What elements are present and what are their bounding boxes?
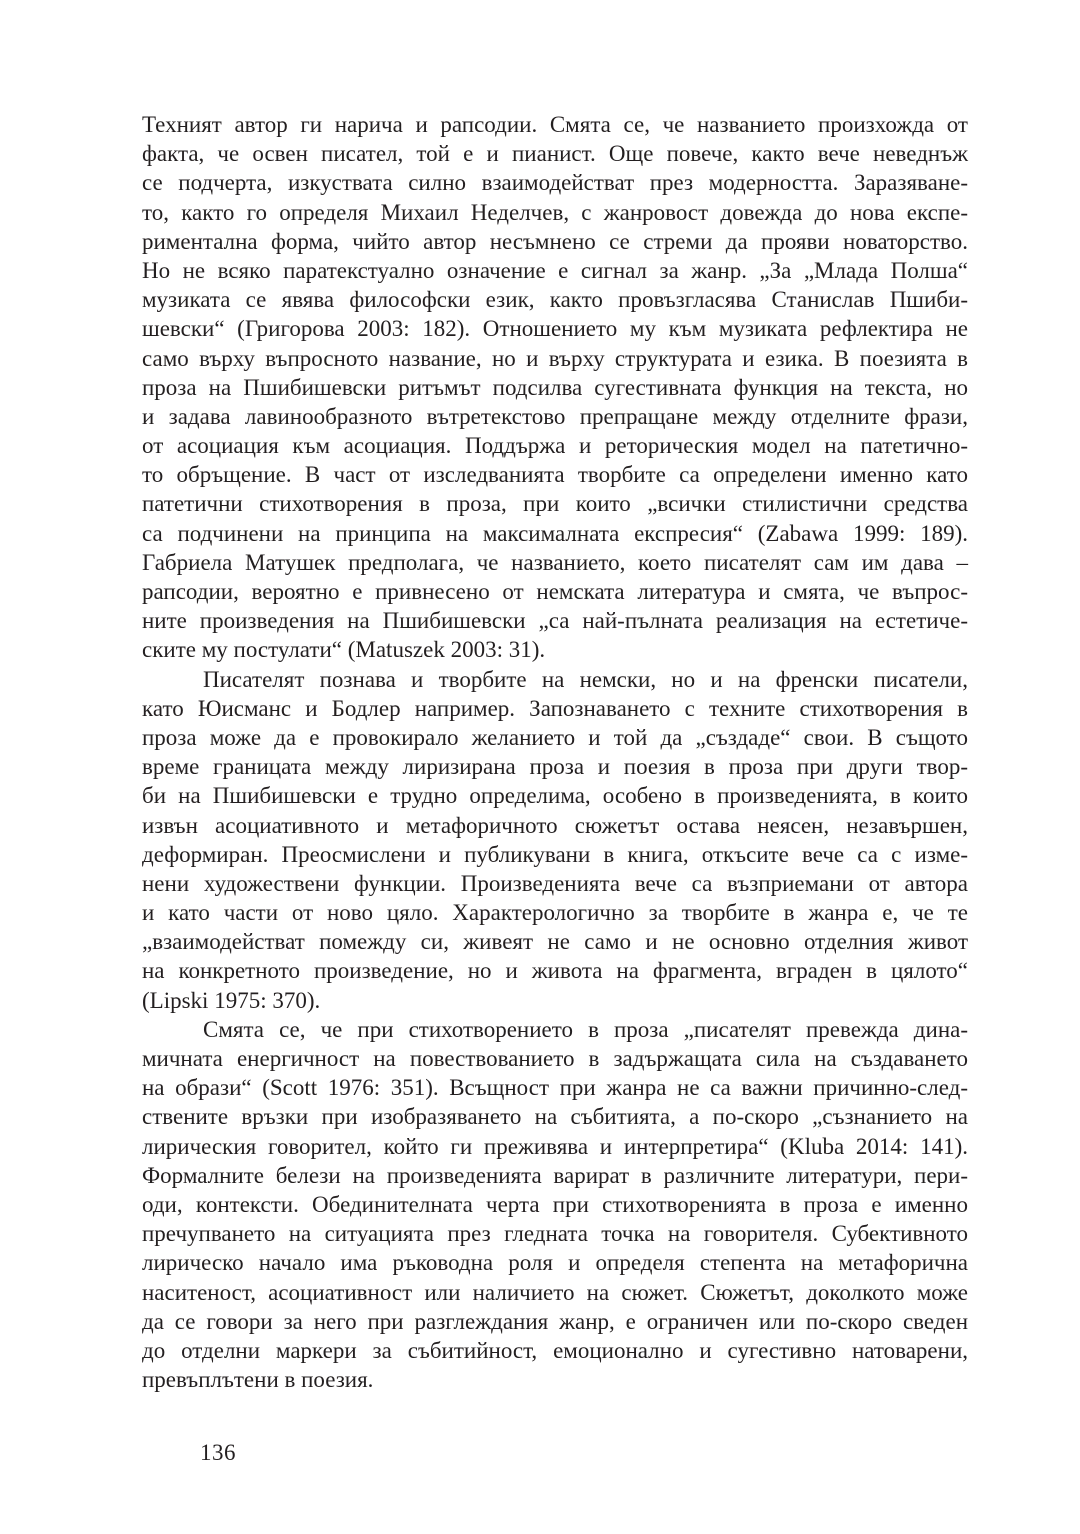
- text-line: време границата между лиризирана проза и поезия в проза при други твор-: [142, 754, 968, 780]
- text-line: до отделни маркери за събитийност, емоционално и сугестивно натоварени,: [142, 1337, 968, 1363]
- text-line: Габриела Матушек предполага, че названието, което писателят сам им дава –: [142, 549, 968, 575]
- text-line: деформиран. Преосмислени и публикувани в книга, откъсите вече са с изме-: [142, 841, 968, 867]
- text-line: като Юисманс и Бодлер например. Запознаването с техните стихотворения в: [142, 695, 968, 721]
- text-line: на конкретното произведение, но и живота на фрагмента, вграден в цялото“: [142, 958, 968, 984]
- text-line: само върху въпросното название, но и върху структурата и езика. В поезията в: [142, 345, 968, 371]
- text-line: лирическия говорител, който ги преживява и интерпретира“ (Kluba 2014: 141).: [142, 1133, 968, 1159]
- text-line: от асоциация към асоциация. Поддържа и реторическия модел на патетично-: [142, 433, 968, 459]
- text-line: би на Пшибишевски е трудно определима, особено в произведенията, в които: [142, 783, 968, 809]
- text-line: наситеност, асоциативност или наличието на сюжет. Сюжетът, доколкото може: [142, 1279, 968, 1305]
- text-line: Формалните белези на произведенията варират в различните литератури, пери-: [142, 1162, 968, 1188]
- text-line: рапсодии, вероятно е привнесено от немската литература и смята, че въпрос-: [142, 579, 968, 604]
- text-line: на образи“ (Scott 1976: 351). Всъщност при жанра не са важни причинно-след-: [142, 1075, 968, 1101]
- text-line: Писателят познава и творбите на немски, но и на френски писатели,: [203, 666, 968, 692]
- paragraph-2: [142, 665, 968, 1015]
- paragraph-3: [142, 1015, 968, 1394]
- text-line: се подчерта, изкуствата силно взаимодействат през модерността. Заразяване-: [142, 170, 968, 196]
- text-line: риментална форма, чийто автор несъмнено се стреми да прояви новаторство.: [142, 228, 968, 254]
- text-line: Но не всяко паратекстуално означение е сигнал за жанр. „За „Млада Полша“: [142, 257, 968, 283]
- text-line: нени художествени функции. Произведенията вече са възприемани от автора: [142, 870, 968, 896]
- page-number: 136: [200, 1440, 236, 1465]
- text-line: шевски“ (Григорова 2003: 182). Отношението му към музиката рефлектира не: [142, 316, 968, 342]
- text-line: Техният автор ги нарича и рапсодии. Смята се, че названието произхожда от: [142, 112, 968, 137]
- text-line: (Lipski 1975: 370).: [142, 987, 321, 1013]
- text-line: ските му постулати“ (Matuszek 2003: 31).: [142, 637, 546, 663]
- text-line: музиката се явява философски език, както провъзгласява Станислав Пшиби-: [142, 287, 968, 313]
- text-line: да се говори за него при разглеждания жанр, е ограничен или по-скоро сведен: [142, 1308, 968, 1334]
- text-line: оди, контексти. Обединителната черта при стихотворенията в проза е именно: [142, 1191, 968, 1217]
- text-line: превъплътени в поезия.: [142, 1367, 374, 1393]
- text-line: „взаимодействат помежду си, живеят не само и не основно отделния живот: [142, 929, 968, 955]
- text-line: ствените връзки при изобразяването на събитията, а по-скоро „съзнанието на: [142, 1104, 968, 1130]
- text-line: то обръщение. В част от изследванията творбите са определени именно като: [142, 462, 968, 488]
- text-line: факта, че освен писател, той е и пианист. Още повече, както вече неведнъж: [142, 141, 968, 167]
- text-line: Смята се, че при стихотворението в проза „писателят превежда дина-: [203, 1016, 968, 1042]
- body-text: [142, 110, 968, 1394]
- text-line: проза може да е провокирало желанието и той да „създаде“ свои. В същото: [142, 724, 968, 750]
- text-line: и като части от ново цяло. Характерологично за творбите в жанра е, че те: [142, 900, 968, 926]
- text-line: пречупването на ситуацията през гледната точка на говорителя. Субективното: [142, 1221, 968, 1247]
- text-line: и задава лавинообразното вътретекстово препращане между отделните фрази,: [142, 403, 968, 429]
- text-line: проза на Пшибишевски ритъмът подсилва сугестивната функция на текста, но: [142, 374, 968, 400]
- text-line: лирическо начало има ръководна роля и определя степента на метафорична: [142, 1250, 968, 1276]
- text-line: патетични стихотворения в проза, при които „всички стилистични средства: [142, 491, 968, 517]
- paragraph-1: [142, 110, 968, 665]
- text-line: са подчинени на принципа на максималната експресия“ (Zabawa 1999: 189).: [142, 520, 968, 546]
- text-line: ните произведения на Пшибишевски „са най-пълната реализация на естетиче-: [142, 608, 968, 634]
- text-line: извън асоциативното и метафоричното сюжетът остава неясен, незавършен,: [142, 812, 968, 838]
- text-line: то, както го определя Михаил Неделчев, с жанровост довежда до нова експе-: [142, 199, 968, 225]
- text-line: мичната енергичност на повествованието в задържащата сила на създаването: [142, 1046, 968, 1071]
